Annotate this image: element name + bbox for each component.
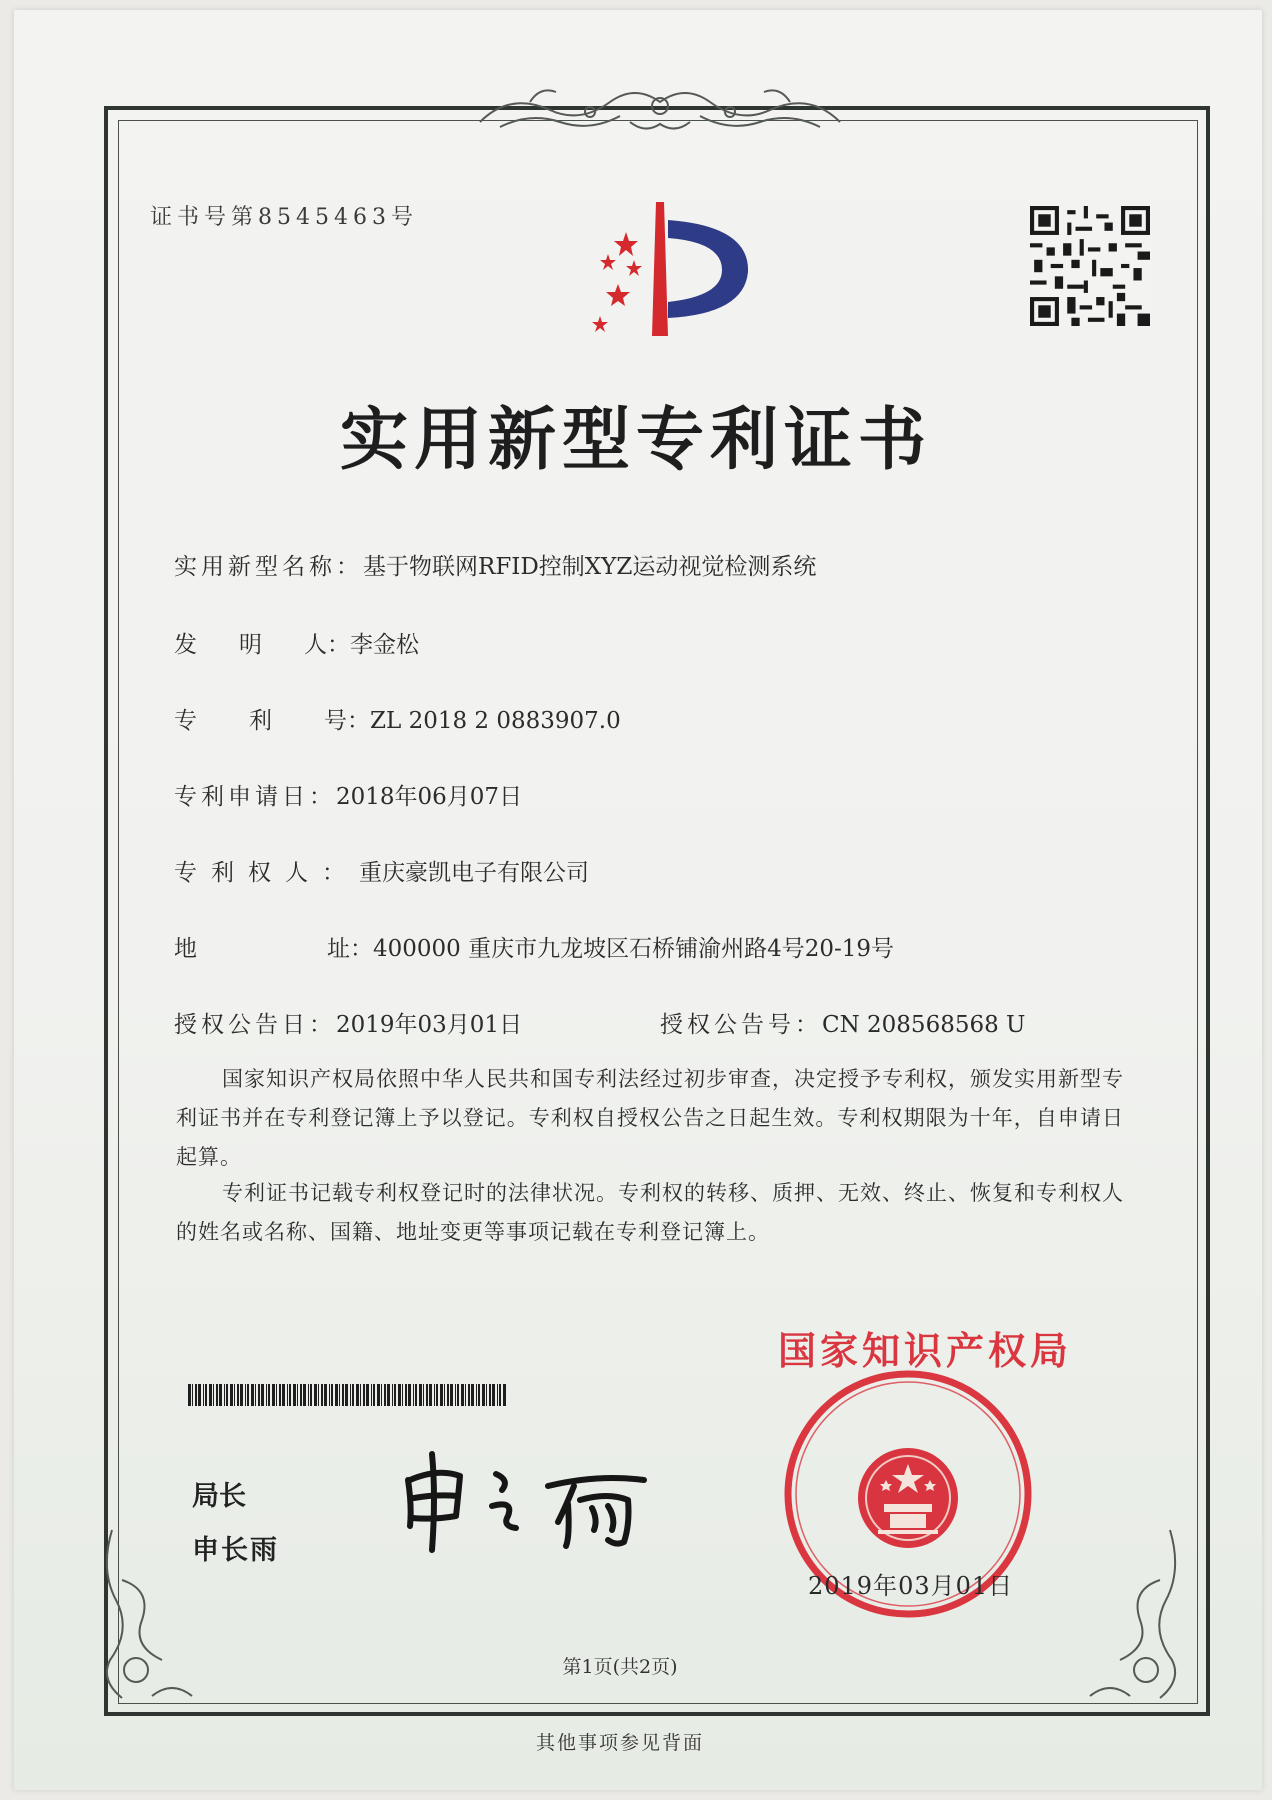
- barcode: [188, 1384, 508, 1406]
- barcode-bar: [363, 1384, 365, 1406]
- director-name: 申长雨: [192, 1535, 279, 1566]
- grant-statement-paragraph: 国家知识产权局依照中华人民共和国专利法经过初步审查，决定授予专利权，颁发实用新型专利证书并在专利登记簿上予以登记。专利权自授权公告之日起生效。专利权期限为十年，自申请日起算。: [176, 1067, 1124, 1169]
- barcode-bar: [279, 1384, 281, 1406]
- barcode-bar: [276, 1384, 277, 1406]
- barcode-bar: [384, 1384, 386, 1406]
- barcode-bar: [492, 1384, 495, 1406]
- barcode-bar: [429, 1384, 432, 1406]
- barcode-bar: [287, 1384, 288, 1406]
- barcode-bar: [289, 1384, 291, 1406]
- grant-date-row: [174, 1006, 522, 1039]
- barcode-bar: [373, 1384, 375, 1406]
- barcode-bar: [324, 1384, 327, 1406]
- utility-model-name-value: 基于物联网RFID控制XYZ运动视觉检测系统: [363, 554, 817, 580]
- barcode-bar: [266, 1384, 267, 1406]
- barcode-bar: [255, 1384, 256, 1406]
- patentee-row: [174, 854, 589, 887]
- barcode-bar: [203, 1384, 204, 1406]
- certificate-title: 实用新型专利证书: [339, 400, 932, 480]
- patent-office-emblem: [560, 196, 760, 346]
- grant-number-value: CN 208568568 U: [822, 1012, 1026, 1038]
- barcode-bar: [293, 1384, 296, 1406]
- barcode-bar: [371, 1384, 372, 1406]
- barcode-bar: [261, 1384, 264, 1406]
- grant-number-row: [660, 1006, 1025, 1039]
- barcode-bar: [310, 1384, 312, 1406]
- barcode-bar: [198, 1384, 201, 1406]
- barcode-bar: [282, 1384, 285, 1406]
- address-label-2: 址：: [327, 936, 373, 962]
- barcode-bar: [398, 1384, 401, 1406]
- barcode-bar: [329, 1384, 330, 1406]
- barcode-bar: [415, 1384, 417, 1406]
- barcode-bar: [331, 1384, 333, 1406]
- patent-label-3: 号：: [324, 708, 370, 734]
- inventor-label-2: 明: [239, 632, 304, 658]
- barcode-bar: [482, 1384, 485, 1406]
- barcode-bar: [339, 1384, 340, 1406]
- barcode-bar: [440, 1384, 443, 1406]
- seal-date: 2019年03月01日: [808, 1572, 1014, 1600]
- barcode-bar: [226, 1384, 228, 1406]
- utility-model-name-row: [174, 548, 816, 581]
- barcode-bar: [335, 1384, 338, 1406]
- footer-note: 其他事项参见背面: [535, 1732, 704, 1754]
- barcode-bar: [216, 1384, 218, 1406]
- barcode-bar: [381, 1384, 382, 1406]
- barcode-bar: [308, 1384, 309, 1406]
- patent-number-value: ZL 2018 2 0883907.0: [370, 708, 621, 734]
- barcode-bar: [268, 1384, 270, 1406]
- inventor-row: [174, 626, 419, 659]
- barcode-bar: [419, 1384, 422, 1406]
- barcode-bar: [345, 1384, 348, 1406]
- barcode-bar: [468, 1384, 470, 1406]
- grant-date-label: 授权公告日：: [174, 1012, 336, 1038]
- application-date-label: 专利申请日：: [174, 784, 336, 810]
- barcode-bar: [247, 1384, 249, 1406]
- barcode-bar: [499, 1384, 501, 1406]
- inventor-label-1: 发: [174, 632, 239, 658]
- barcode-bar: [205, 1384, 207, 1406]
- barcode-bar: [489, 1384, 491, 1406]
- application-date-row: [174, 778, 522, 811]
- barcode-bar: [461, 1384, 464, 1406]
- barcode-bar: [366, 1384, 369, 1406]
- inventor-label-3: 人：: [304, 632, 350, 658]
- barcode-bar: [360, 1384, 361, 1406]
- patent-label-2: 利: [249, 708, 324, 734]
- utility-model-name-label: 实用新型名称：: [174, 554, 363, 580]
- barcode-bar: [423, 1384, 424, 1406]
- barcode-bar: [408, 1384, 411, 1406]
- barcode-bar: [314, 1384, 317, 1406]
- barcode-bar: [258, 1384, 260, 1406]
- barcode-bar: [318, 1384, 319, 1406]
- barcode-bar: [245, 1384, 246, 1406]
- inventor-value: 李金松: [350, 632, 419, 658]
- barcode-bar: [188, 1384, 191, 1406]
- barcode-bar: [219, 1384, 222, 1406]
- barcode-bar: [350, 1384, 351, 1406]
- barcode-bar: [394, 1384, 396, 1406]
- barcode-bar: [434, 1384, 435, 1406]
- barcode-bar: [230, 1384, 233, 1406]
- patentee-value: 重庆豪凯电子有限公司: [359, 860, 589, 886]
- barcode-bar: [240, 1384, 243, 1406]
- barcode-bar: [321, 1384, 323, 1406]
- barcode-bar: [444, 1384, 445, 1406]
- barcode-bar: [387, 1384, 390, 1406]
- legal-status-paragraph: 专利证书记载专利权登记时的法律状况。专利权的转移、质押、无效、终止、恢复和专利权人的姓名或名称、国籍、地址变更等事项记载在专利登记簿上。: [176, 1181, 1124, 1244]
- certificate-number: 证书号第8545463号: [150, 205, 418, 230]
- top-ornament: [470, 72, 850, 142]
- barcode-bar: [192, 1384, 193, 1406]
- grant-number-label: 授权公告号：: [660, 1012, 822, 1038]
- patent-label-1: 专: [174, 708, 249, 734]
- address-label-1: 地: [174, 936, 327, 962]
- barcode-bar: [251, 1384, 254, 1406]
- barcode-bar: [447, 1384, 449, 1406]
- director-title: 局长: [192, 1481, 246, 1512]
- seal-text: 国家知识产权局: [778, 1328, 1073, 1373]
- barcode-bar: [342, 1384, 344, 1406]
- patent-number-row: [174, 702, 621, 735]
- barcode-bar: [465, 1384, 466, 1406]
- barcode-bar: [486, 1384, 487, 1406]
- barcode-bar: [195, 1384, 197, 1406]
- barcode-bar: [436, 1384, 438, 1406]
- barcode-bar: [455, 1384, 456, 1406]
- barcode-bar: [237, 1384, 239, 1406]
- barcode-bar: [209, 1384, 212, 1406]
- barcode-bar: [478, 1384, 480, 1406]
- barcode-bar: [426, 1384, 428, 1406]
- corner-ornament-right: [1080, 1520, 1190, 1710]
- barcode-bar: [471, 1384, 474, 1406]
- corner-ornament-left: [92, 1520, 202, 1710]
- barcode-bar: [405, 1384, 407, 1406]
- barcode-bar: [224, 1384, 225, 1406]
- barcode-bar: [356, 1384, 359, 1406]
- barcode-bar: [476, 1384, 477, 1406]
- barcode-bar: [497, 1384, 498, 1406]
- barcode-bar: [457, 1384, 459, 1406]
- address-row: [174, 930, 894, 963]
- barcode-bar: [303, 1384, 306, 1406]
- barcode-bar: [503, 1384, 506, 1406]
- grant-date-value: 2019年03月01日: [336, 1012, 523, 1038]
- barcode-bar: [234, 1384, 235, 1406]
- barcode-bar: [450, 1384, 453, 1406]
- barcode-bar: [297, 1384, 298, 1406]
- page-number: 第1页(共2页): [562, 1656, 678, 1678]
- address-value: 400000 重庆市九龙坡区石桥铺渝州路4号20-19号: [373, 936, 895, 962]
- barcode-bar: [413, 1384, 414, 1406]
- director-signature: [398, 1446, 678, 1556]
- application-date-value: 2018年06月07日: [336, 784, 523, 810]
- barcode-bar: [352, 1384, 354, 1406]
- qr-code: [1030, 206, 1150, 326]
- barcode-bar: [213, 1384, 214, 1406]
- barcode-bar: [300, 1384, 302, 1406]
- barcode-bar: [272, 1384, 275, 1406]
- patentee-label: 专利权人：: [174, 860, 359, 886]
- barcode-bar: [392, 1384, 393, 1406]
- barcode-bar: [402, 1384, 403, 1406]
- barcode-bar: [377, 1384, 380, 1406]
